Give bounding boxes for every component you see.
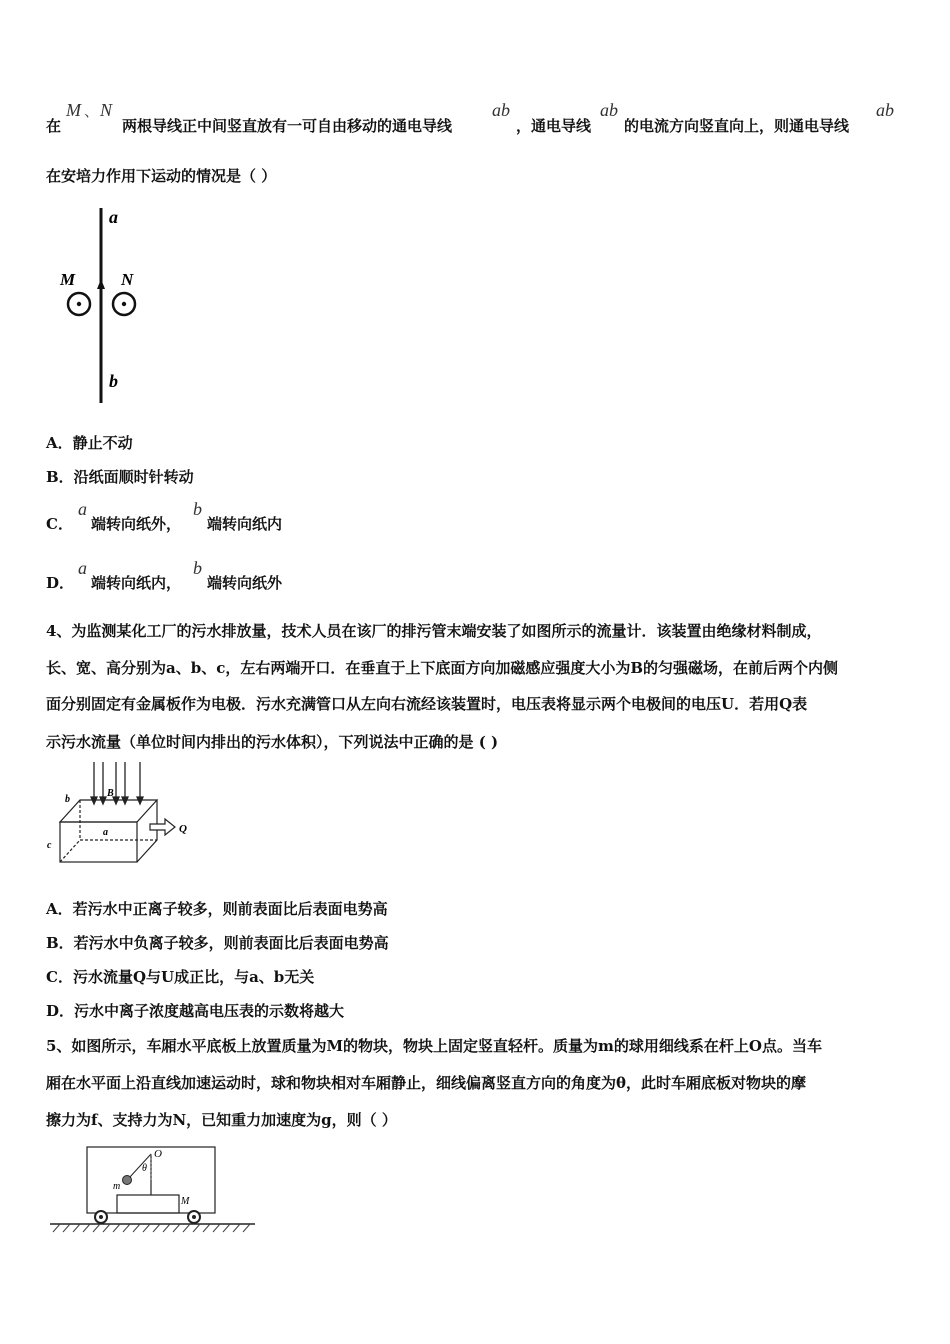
fig-label-M: M — [181, 1196, 190, 1207]
q5-figure — [45, 1140, 265, 1240]
q3-option-d-mid: 端转向纸内， — [91, 574, 182, 592]
q3-text-prefix: 在 — [46, 117, 62, 135]
q3-option-a[interactable]: A．静止不动 — [46, 434, 133, 452]
q3-option-c-label: C． — [46, 515, 73, 533]
ground-hatch — [53, 1224, 250, 1232]
q3-option-d-var-a: a — [78, 558, 87, 578]
q3-var-N: N — [100, 100, 113, 120]
q4-option-d[interactable]: D．污水中离子浓度越高电压表的示数将越大 — [46, 1002, 345, 1020]
fig-label-N: N — [121, 270, 134, 289]
block-M — [117, 1195, 179, 1213]
q3-var-ab3: ab — [876, 100, 894, 120]
q3-text-mid2: ，通电导线 — [516, 117, 592, 135]
q3-stem-line2: 在安培力作用下运动的情况是（ ） — [46, 167, 277, 185]
fig-label-m: m — [113, 1181, 121, 1192]
q4-figure — [45, 760, 205, 870]
q3-option-c-var-b: b — [193, 499, 202, 519]
q4-option-a[interactable]: A．若污水中正离子较多，则前表面比后表面电势高 — [46, 900, 388, 918]
q3-figure — [55, 205, 165, 410]
outflow-arrow-icon — [150, 819, 175, 835]
fig-label-O: O — [154, 1148, 162, 1160]
q4-option-b[interactable]: B．若污水中负离子较多，则前表面比后表面电势高 — [46, 934, 389, 952]
q3-option-b[interactable]: B．沿纸面顺时针转动 — [46, 468, 194, 486]
q5-stem-line2: 厢在水平面上沿直线加速运动时，球和物块相对车厢静止，细线偏离竖直方向的角度为θ，此时车厢底板对物块的摩 — [46, 1074, 807, 1092]
ball-m — [123, 1176, 132, 1185]
q3-option-c-var-a: a — [78, 499, 87, 519]
fig-label-theta: θ — [142, 1163, 147, 1174]
wire-M-dot-out-icon — [77, 302, 81, 306]
q3-text-mid3: 的电流方向竖直向上，则通电导线 — [624, 117, 850, 135]
fig-label-M: M — [60, 270, 76, 289]
q4-option-c[interactable]: C．污水流量Q与U成正比，与a、b无关 — [46, 968, 315, 986]
fig-label-b: b — [65, 794, 70, 805]
q3-text-mid1: 两根导线正中间竖直放有一可自由移动的通电导线 — [122, 117, 453, 135]
q4-stem-line4: 示污水流量（单位时间内排出的污水体积），下列说法中正确的是 ( ) — [46, 733, 499, 751]
q3-var-M: M — [66, 100, 81, 120]
q3-var-ab2: ab — [600, 100, 618, 120]
q4-stem-line2: 长、宽、高分别为a、b、c，左右两端开口．在垂直于上下底面方向加磁感应强度大小为B的匀强磁场，在前后两个内侧 — [46, 659, 839, 677]
magnetic-field-arrows-icon — [91, 762, 143, 804]
q4-stem-line3: 面分别固定有金属板作为电极．污水充满管口从左向右流经该装置时，电压表将显示两个电极间的电压U．若用Q表 — [46, 695, 808, 713]
q5-stem-line1: 5、如图所示，车厢水平底板上放置质量为M的物块，物块上固定竖直轻杆。质量为m的球用细线系在杆上O点。当车 — [46, 1037, 822, 1055]
q3-sep: 、 — [84, 102, 100, 120]
fig-label-a: a — [109, 207, 118, 227]
q3-option-d-end: 端转向纸外 — [207, 574, 283, 592]
flow-meter-box — [60, 800, 157, 862]
q3-option-d-var-b: b — [193, 558, 202, 578]
thread — [129, 1154, 151, 1178]
q5-stem-line3: 擦力为f、支持力为N，已知重力加速度为g，则（ ） — [46, 1111, 397, 1129]
fig-label-B: B — [107, 788, 114, 799]
fig-label-c: c — [47, 840, 52, 851]
fig-label-Q: Q — [179, 823, 187, 835]
q4-stem-line1: 4、为监测某化工厂的污水排放量，技术人员在该厂的排污管末端安装了如图所示的流量计．该装置由绝缘材料制成， — [46, 622, 822, 640]
fig-label-a: a — [103, 827, 108, 838]
q3-var-ab1: ab — [492, 100, 510, 120]
q3-option-c-mid: 端转向纸外， — [91, 515, 182, 533]
wire-N-dot-out-icon — [122, 302, 126, 306]
q3-option-c-end: 端转向纸内 — [207, 515, 283, 533]
fig-label-b: b — [109, 371, 118, 391]
current-arrow-up-icon — [97, 279, 105, 289]
q3-option-d-label: D． — [46, 574, 75, 592]
